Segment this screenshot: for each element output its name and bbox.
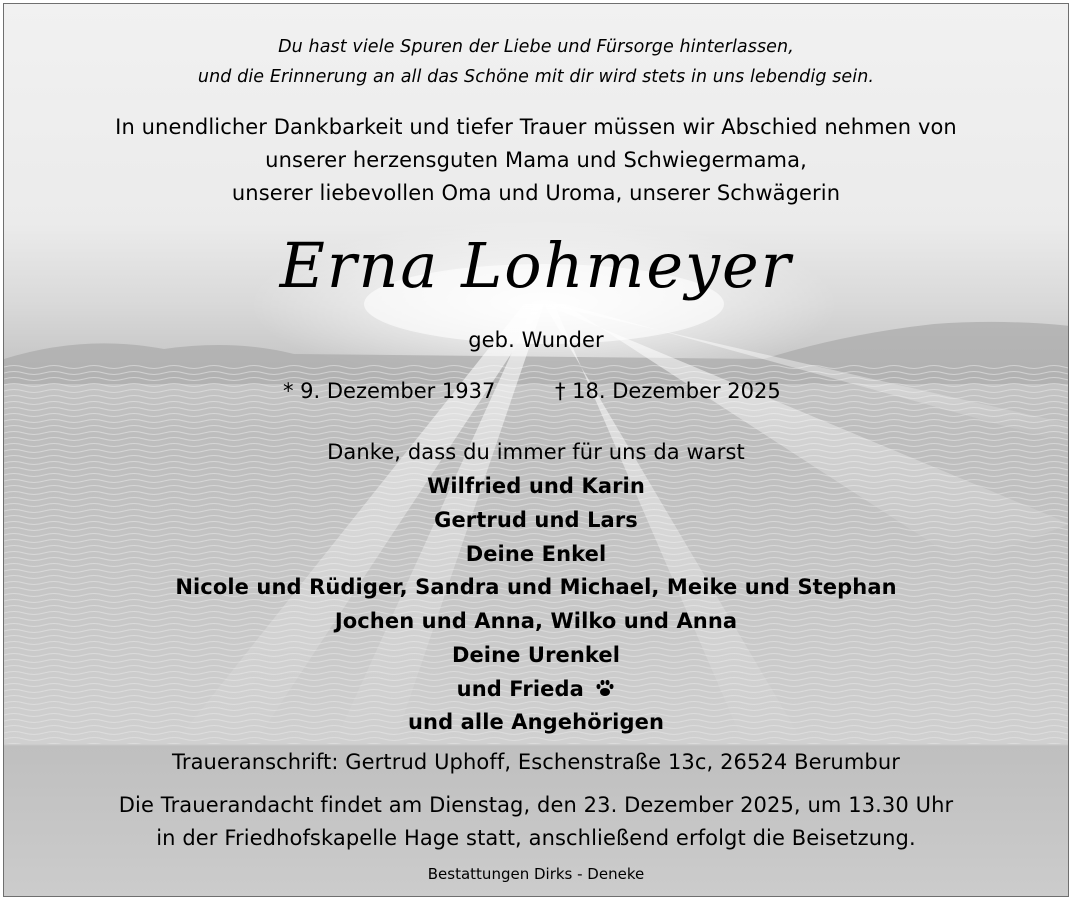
service-line-1: Die Trauerandacht findet am Dienstag, den 23. Dezember 2025, um 13.30 Uhr xyxy=(118,793,954,817)
intro-line-2: unserer herzensguten Mama und Schwiegermama, xyxy=(265,148,807,172)
deceased-name: Erna Lohmeyer xyxy=(279,229,793,302)
verse-line-2: und die Erinnerung an all das Schöne mit dir wird stets in uns lebendig sein. xyxy=(197,67,875,87)
mourner-line-3: Deine Enkel xyxy=(465,542,607,566)
mourner-line-1: Wilfried und Karin xyxy=(427,474,645,498)
service-line-2: in der Friedhofskapelle Hage statt, anschließend erfolgt die Beisetzung. xyxy=(156,826,916,850)
death-date: † 18. Dezember 2025 xyxy=(555,379,781,403)
mourner-line-5: Jochen und Anna, Wilko und Anna xyxy=(334,609,738,633)
birth-date: * 9. Dezember 1937 xyxy=(283,379,496,403)
mourner-line-8: und alle Angehörigen xyxy=(408,710,664,734)
intro-line-3: unserer liebevollen Oma und Uroma, unserer Schwägerin xyxy=(231,181,841,205)
verse-line-1: Du hast viele Spuren der Liebe und Fürsorge hinterlassen, xyxy=(278,37,794,57)
life-dates xyxy=(4,379,1068,409)
mourner-line-4: Nicole und Rüdiger, Sandra und Michael, Meike und Stephan xyxy=(175,575,897,599)
mourner-line-7 xyxy=(4,677,1068,701)
mourner-line-2: Gertrud und Lars xyxy=(434,508,638,532)
intro-line-1: In unendlicher Dankbarkeit und tiefer Trauer müssen wir Abschied nehmen von xyxy=(115,115,957,139)
obituary-notice xyxy=(3,3,1069,897)
birth-name: geb. Wunder xyxy=(468,328,604,352)
mourner-line-7-text: und Frieda xyxy=(456,677,584,701)
mourning-address: Traueranschrift: Gertrud Uphoff, Eschenstraße 13c, 26524 Berumbur xyxy=(172,750,900,774)
thanks-line: Danke, dass du immer für uns da warst xyxy=(327,440,745,464)
paw-print-icon xyxy=(595,679,615,697)
mourner-line-6: Deine Urenkel xyxy=(451,643,621,667)
undertaker: Bestattungen Dirks - Deneke xyxy=(427,865,645,883)
